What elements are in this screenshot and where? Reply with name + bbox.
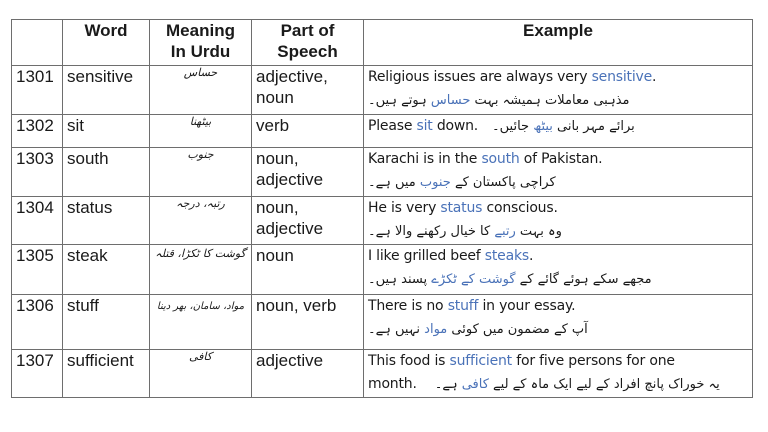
example-english: There is no stuff in your essay. — [368, 298, 576, 314]
pos-line1: noun, — [256, 198, 299, 217]
entry-urdu-meaning: گوشت کا ٹکڑا، قتلہ — [150, 245, 252, 295]
highlighted-word-urdu: جنوب — [419, 175, 451, 190]
example-english: Please sit down. — [368, 118, 479, 134]
example-english: Religious issues are always very sensitive. — [368, 69, 657, 85]
highlighted-word: sufficient — [449, 353, 512, 369]
highlighted-word: stuff — [447, 298, 479, 314]
pos-line1: noun, — [256, 149, 299, 168]
highlighted-word-urdu: کافی — [461, 377, 489, 392]
example-english: I like grilled beef steaks. — [368, 248, 534, 264]
highlighted-word-urdu: بیٹھ — [533, 119, 553, 134]
entry-part-of-speech — [252, 197, 364, 245]
entry-example — [364, 197, 753, 245]
example-urdu: آپ کے مضمون میں کوئی مواد نہیں ہے۔ — [368, 322, 588, 337]
entry-number: 1306 — [12, 295, 63, 350]
highlighted-word: status — [440, 200, 483, 216]
entry-word: sensitive — [63, 66, 150, 115]
entry-example — [364, 115, 753, 148]
entry-part-of-speech — [252, 115, 364, 148]
entry-word: south — [63, 148, 150, 197]
entry-word: status — [63, 197, 150, 245]
entry-word: steak — [63, 245, 150, 295]
highlighted-word: sensitive — [591, 69, 653, 85]
example-english-line2: month. — [368, 376, 417, 392]
pos-line1: noun, verb — [256, 296, 337, 315]
table-row — [12, 148, 753, 197]
highlighted-word-urdu: رتبے — [494, 224, 516, 239]
pos-line1: adjective, — [256, 67, 328, 86]
entry-example — [364, 66, 753, 115]
entry-part-of-speech — [252, 350, 364, 398]
example-urdu: یہ خوراک پانچ افراد کے لیے ایک ماہ کے لیے کافی ہے۔ — [434, 377, 720, 392]
pos-line2: adjective — [256, 170, 324, 189]
table-row — [12, 197, 753, 245]
header-pos-line2: Speech — [277, 42, 338, 61]
header-pos-line1: Part of — [280, 21, 335, 40]
header-meaning-line2: In Urdu — [170, 42, 231, 61]
example-urdu: برائے مہر بانی بیٹھ جائیں۔ — [492, 119, 635, 134]
header-row — [12, 20, 753, 66]
header-meaning-line1: Meaning — [166, 21, 235, 40]
entry-word: sufficient — [63, 350, 150, 398]
table-row — [12, 245, 753, 295]
header-word: Word — [63, 20, 150, 66]
example-urdu: کراچی پاکستان کے جنوب میں ہے۔ — [368, 175, 556, 190]
entry-example — [364, 350, 753, 398]
pos-line1: adjective — [256, 351, 324, 370]
entry-urdu-meaning: جنوب — [150, 148, 252, 197]
entry-word: stuff — [63, 295, 150, 350]
example-english: He is very status conscious. — [368, 200, 558, 216]
entry-urdu-meaning: کافی — [150, 350, 252, 398]
entry-number: 1305 — [12, 245, 63, 295]
table-row — [12, 66, 753, 115]
vocabulary-table — [11, 19, 753, 398]
example-urdu: وہ بہت رتبے کا خیال رکھنے والا ہے۔ — [368, 224, 562, 239]
entry-part-of-speech — [252, 245, 364, 295]
entry-example — [364, 245, 753, 295]
header-example: Example — [364, 20, 753, 66]
pos-line1: verb — [256, 116, 290, 135]
entry-number: 1302 — [12, 115, 63, 148]
example-inline — [368, 115, 748, 138]
entry-urdu-meaning: بیٹھنا — [150, 115, 252, 148]
table-row — [12, 115, 753, 148]
highlighted-word: south — [481, 151, 520, 167]
entry-example — [364, 295, 753, 350]
example-english: Karachi is in the south of Pakistan. — [368, 151, 603, 167]
entry-part-of-speech — [252, 148, 364, 197]
entry-urdu-meaning: حساس — [150, 66, 252, 115]
pos-line2: noun — [256, 88, 294, 107]
example-urdu: مذہبی معاملات ہمیشہ بہت حساس ہوتے ہیں۔ — [368, 93, 630, 108]
entry-number: 1303 — [12, 148, 63, 197]
highlighted-word: sit — [416, 118, 433, 134]
example-english: This food is sufficient for five persons for one — [368, 353, 675, 369]
entry-number: 1307 — [12, 350, 63, 398]
entry-word: sit — [63, 115, 150, 148]
header-meaning — [150, 20, 252, 66]
highlighted-word-urdu: گوشت کے ٹکڑے — [431, 272, 516, 287]
table-row — [12, 295, 753, 350]
table-row — [12, 350, 753, 398]
highlighted-word-urdu: حساس — [430, 93, 471, 108]
pos-line1: noun — [256, 246, 294, 265]
highlighted-word-urdu: مواد — [424, 322, 448, 337]
entry-part-of-speech — [252, 66, 364, 115]
highlighted-word: steaks — [484, 248, 529, 264]
entry-urdu-meaning: مواد، سامان، بھر دینا — [150, 295, 252, 350]
entry-number: 1304 — [12, 197, 63, 245]
example-inline — [368, 373, 748, 396]
entry-number: 1301 — [12, 66, 63, 115]
pos-line2: adjective — [256, 219, 324, 238]
example-urdu: مجھے سکے ہوئے گائے کے گوشت کے ٹکڑے پسند ہیں۔ — [368, 272, 652, 287]
entry-part-of-speech — [252, 295, 364, 350]
entry-example — [364, 148, 753, 197]
header-part-of-speech — [252, 20, 364, 66]
entry-urdu-meaning: رتبہ، درجہ — [150, 197, 252, 245]
header-number — [12, 20, 63, 66]
